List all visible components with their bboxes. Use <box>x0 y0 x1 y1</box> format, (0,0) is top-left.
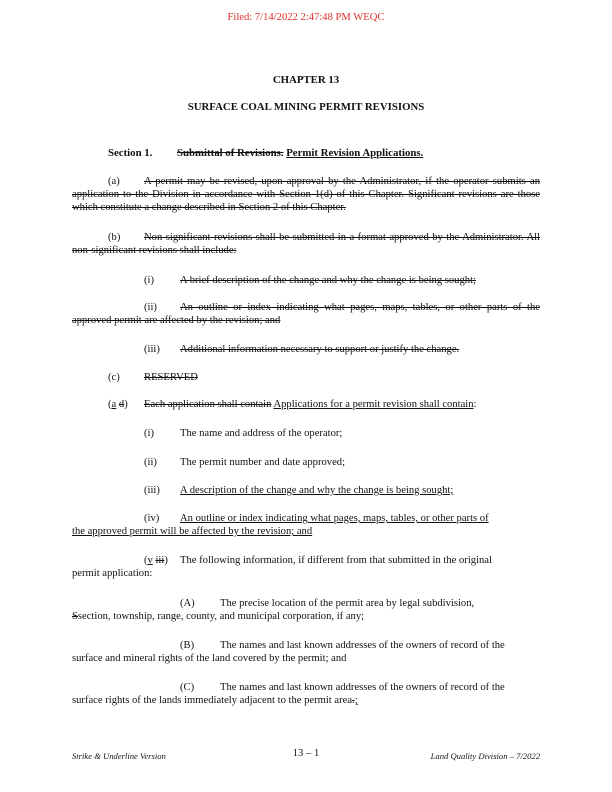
paragraph-b-ii-text: An outline or index indicating what pages, maps, tables, or other parts of the approved permit are affected by the revision; and <box>72 302 540 326</box>
paragraph-a <box>72 175 540 214</box>
paragraph-b-ii <box>72 301 540 327</box>
filed-stamp: Filed: 7/14/2022 2:47:48 PM WEQC <box>227 12 385 23</box>
paragraph-d-deleted-text: Each application shall contain <box>144 399 272 410</box>
paragraph-c-label: (c) <box>108 372 120 383</box>
subitem-c-label: (C) <box>180 682 195 693</box>
subitem-a-text-1: The precise location of the permit area by legal subdivision, <box>220 598 475 609</box>
subitem-c-text-1: The names and last known addresses of the owners of record of the <box>220 682 505 693</box>
item-ii <box>144 456 345 469</box>
item-v-line-1 <box>144 554 492 567</box>
subitem-a-label: (A) <box>180 598 195 609</box>
subitem-b-label: (B) <box>180 640 195 651</box>
deleted-heading: Submittal of Revisions. <box>177 147 284 159</box>
paragraph-b-i <box>144 274 476 287</box>
subitem-c-line-1 <box>180 681 505 694</box>
paragraph-c <box>108 371 198 384</box>
subitem-b-line-1 <box>180 639 505 652</box>
section-1-heading <box>108 147 423 160</box>
item-iv-line-1 <box>144 512 489 525</box>
item-ii-label: (ii) <box>144 457 157 468</box>
item-iv-text-1: An outline or index indicating what pages, maps, tables, or other parts of <box>180 513 489 524</box>
footer-page-number: 13 – 1 <box>292 748 320 759</box>
paragraph-b-i-text: A brief description of the change and why the change is being sought; <box>180 275 476 286</box>
item-i <box>144 427 342 440</box>
inserted-heading: Permit Revision Applications. <box>286 147 424 159</box>
item-iii <box>144 484 453 497</box>
subitem-c-inserted-punct: ; <box>354 695 358 706</box>
paragraph-b-i-label: (i) <box>144 275 154 286</box>
item-iv-line-2: the approved permit will be affected by the revision; and <box>72 526 313 537</box>
item-ii-text: The permit number and date approved; <box>180 457 346 468</box>
subitem-a-line-2 <box>72 610 364 623</box>
paragraph-b-text: Non-significant revisions shall be submitted in a format approved by the Administrator. All non-significant revisions shall include: <box>72 232 540 256</box>
subitem-c-text-2: surface rights of the lands immediately adjacent to the permit area <box>72 695 353 706</box>
subitem-b-text-1: The names and last known addresses of the owners of record of the <box>220 640 505 651</box>
subitem-b-line-2: surface and mineral rights of the land covered by the permit; and <box>72 653 347 664</box>
paragraph-b-iii <box>144 343 459 356</box>
item-v-text-1: The following information, if different from that submitted in the original <box>180 555 492 566</box>
subitem-a-text-2: section, township, range, county, and municipal corporation, if any; <box>77 611 365 622</box>
chapter-title: SURFACE COAL MINING PERMIT REVISIONS <box>187 101 425 113</box>
chapter-heading: CHAPTER 13 <box>272 74 340 86</box>
item-iii-text: A description of the change and why the change is being sought; <box>180 485 454 496</box>
subitem-a-line-1 <box>180 597 474 610</box>
paragraph-b-ii-label: (ii) <box>144 302 157 313</box>
paragraph-d-label: (a d) <box>108 399 128 410</box>
paragraph-b-label: (b) <box>108 232 121 243</box>
paragraph-b <box>72 231 540 257</box>
paragraph-a-text: A permit may be revised, upon approval by the Administrator, if the operator submits an application to the Division in accordance with Section 1(d) of this Chapter. Significant revisions are those which constitute a change described in Section 2 of this Chapter. <box>72 176 540 213</box>
item-v-line-2: permit application: <box>72 568 153 579</box>
subitem-c-deleted-punct: . <box>352 695 355 706</box>
item-iii-label: (iii) <box>144 485 160 496</box>
item-i-text: The name and address of the operator; <box>180 428 343 439</box>
paragraph-c-text: RESERVED <box>144 372 198 383</box>
paragraph-d: (a d) Each application shall contain Applications for a permit revision shall contain: <box>108 399 477 410</box>
item-v-label: (v iii) <box>144 555 168 566</box>
footer-division: Land Quality Division – 7/2022 <box>430 751 540 761</box>
paragraph-a-label: (a) <box>108 176 120 187</box>
paragraph-b-iii-text: Additional information necessary to support or justify the change. <box>180 344 460 355</box>
paragraph-b-iii-label: (iii) <box>144 344 160 355</box>
footer-version: Strike & Underline Version <box>72 751 166 761</box>
subitem-a-deleted-letter: S <box>72 611 78 622</box>
item-i-label: (i) <box>144 428 154 439</box>
subitem-c-line-2 <box>72 694 358 707</box>
item-iv-label: (iv) <box>144 513 160 524</box>
paragraph-d-inserted-text: Applications for a permit revision shall contain <box>273 399 474 410</box>
section-number: Section 1. <box>108 147 153 159</box>
